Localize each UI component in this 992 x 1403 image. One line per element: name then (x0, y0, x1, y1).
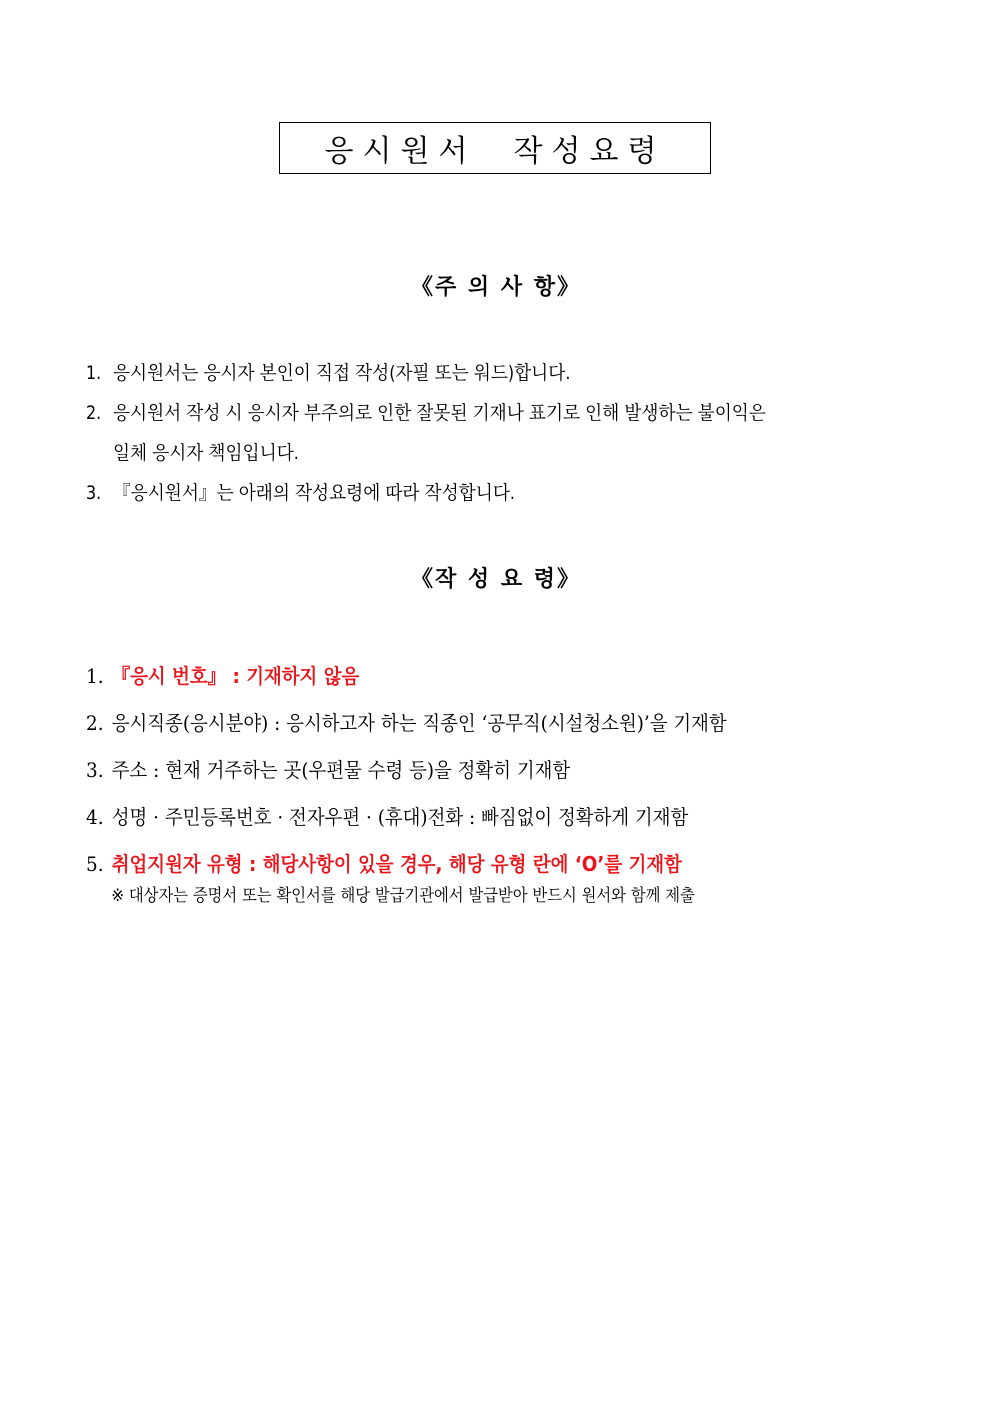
document-title: 응시원서 작성요령 (324, 134, 666, 169)
guide-text: 『응시 번호』 : 기재하지 않음 (111, 664, 360, 688)
guide-text: 취업지원자 유형 : 해당사항이 있을 경우, 해당 유형 란에 ‘O’를 기재함 (111, 852, 682, 876)
notice-text: 응시원서는 응시자 본인이 직접 작성(자필 또는 워드)합니다. (112, 362, 571, 384)
guide-item-3 (86, 750, 877, 797)
guide-item-4 (86, 797, 877, 844)
guide-text: 주소 : 현재 거주하는 곳(우편물 수령 등)을 정확히 기재함 (111, 758, 571, 782)
guide-number: 2. (86, 711, 104, 735)
document-title-box (279, 122, 711, 174)
notice-item-1 (86, 353, 867, 393)
notice-text: 『응시원서』는 아래의 작성요령에 따라 작성합니다. (112, 482, 515, 504)
notice-text-continued: 일체 응시자 책임입니다. (112, 442, 299, 464)
notice-item-3 (86, 473, 867, 513)
guide-item-1 (86, 656, 877, 703)
notice-number: 2. (86, 402, 102, 424)
guide-item-2 (86, 703, 877, 750)
notice-item-2 (86, 393, 867, 473)
guide-number: 1. (86, 664, 104, 688)
notices-heading: 《주 의 사 항》 (411, 275, 581, 300)
guide-note: ※ 대상자는 증명서 또는 확인서를 해당 발급기관에서 발급받아 반드시 원서와 함께 제출 (111, 886, 695, 906)
guide-text: 응시직종(응시분야) : 응시하고자 하는 직종인 ‘공무직(시설청소원)’을 기재함 (111, 711, 727, 735)
guide-heading: 《작 성 요 령》 (411, 567, 581, 592)
guide-text: 성명 · 주민등록번호 · 전자우편 · (휴대)전화 : 빠짐없이 정확하게 기재함 (111, 805, 689, 829)
notice-text: 응시원서 작성 시 응시자 부주의로 인한 잘못된 기재나 표기로 인해 발생하는 불이익은 (112, 402, 766, 424)
notice-number: 1. (86, 362, 102, 384)
guide-number: 3. (86, 758, 104, 782)
guide-list (86, 656, 946, 911)
guide-number: 4. (86, 805, 104, 829)
notices-list (86, 353, 926, 513)
guide-number: 5. (86, 852, 104, 876)
notice-number: 3. (86, 482, 102, 504)
